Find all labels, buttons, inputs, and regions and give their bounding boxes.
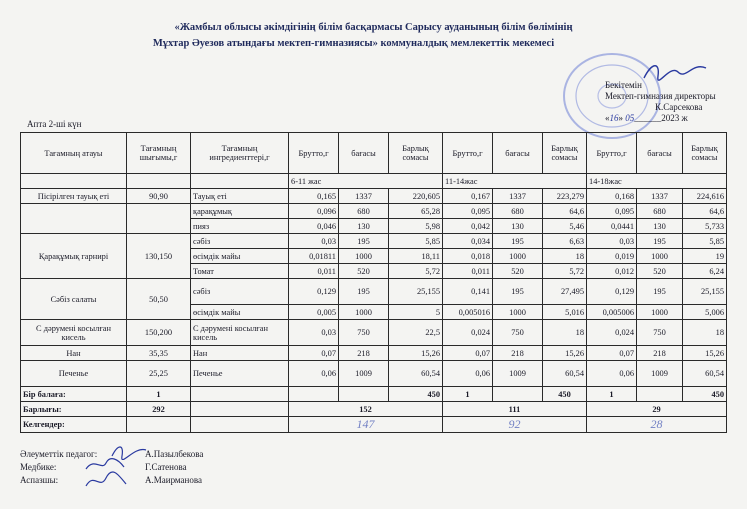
sum-value: 5,72	[543, 264, 587, 279]
per-child-c: 450	[543, 387, 587, 402]
sum-value: 25,155	[389, 279, 443, 305]
price-value: 680	[493, 204, 543, 219]
gross-value: 0,01811	[289, 249, 339, 264]
price-value: 1337	[339, 189, 389, 204]
gross-value: 0,0441	[587, 219, 637, 234]
arrived-group-2: 92	[443, 417, 587, 433]
dish-name: Нан	[21, 346, 127, 361]
price-value: 1000	[637, 249, 683, 264]
gross-value: 0,096	[289, 204, 339, 219]
price-value: 1000	[493, 249, 543, 264]
sum-value: 5,006	[683, 305, 727, 320]
sum-value: 64,6	[543, 204, 587, 219]
sum-value: 5,98	[389, 219, 443, 234]
price-value: 195	[339, 279, 389, 305]
total-group-1: 152	[289, 402, 443, 417]
price-value: 1000	[637, 305, 683, 320]
sum-value: 60,54	[389, 361, 443, 387]
table-row	[21, 346, 727, 361]
dish-yield: 35,35	[127, 346, 191, 361]
gross-value: 0,005006	[587, 305, 637, 320]
arrived-label: Келгендер:	[21, 417, 127, 433]
price-value: 1000	[339, 305, 389, 320]
sum-value: 18	[683, 320, 727, 346]
price-value: 195	[339, 234, 389, 249]
price-value: 1337	[637, 189, 683, 204]
gross-value: 0,024	[443, 320, 493, 346]
sum-value: 5,46	[543, 219, 587, 234]
col-header-ingredient: Тағамның ингредиенттері,г	[191, 133, 289, 174]
col-header-name: Тағамның атауы	[21, 133, 127, 174]
table-row	[21, 361, 727, 387]
ingredient: С дәрумені косылған кисель	[191, 320, 289, 346]
col-header-gross: Брутто,г	[587, 133, 637, 174]
sum-value: 19	[683, 249, 727, 264]
price-value: 750	[493, 320, 543, 346]
total-count: 292	[127, 402, 191, 417]
price-value: 130	[493, 219, 543, 234]
gross-value: 0,168	[587, 189, 637, 204]
gross-value: 0,03	[289, 234, 339, 249]
ingredient: сәбіз	[191, 279, 289, 305]
sum-value: 15,26	[543, 346, 587, 361]
empty-cell	[127, 204, 191, 234]
sum-value: 5,85	[683, 234, 727, 249]
sum-value: 65,28	[389, 204, 443, 219]
price-value: 195	[637, 234, 683, 249]
price-value: 130	[637, 219, 683, 234]
dish-yield: 25,25	[127, 361, 191, 387]
table-row	[21, 234, 727, 249]
sum-value: 60,54	[543, 361, 587, 387]
price-value: 1009	[637, 361, 683, 387]
menu-table	[20, 132, 727, 433]
age-group-3: 14-18жас	[587, 174, 727, 189]
approval-title: Бекітемін	[605, 80, 642, 90]
sum-value: 15,26	[683, 346, 727, 361]
col-header-price: бағасы	[637, 133, 683, 174]
per-child-d: 1	[587, 387, 637, 402]
per-child-b: 1	[443, 387, 493, 402]
approval-date: «16» 05______2023 ж	[605, 113, 688, 123]
gross-value: 0,046	[289, 219, 339, 234]
gross-value: 0,141	[443, 279, 493, 305]
dish-name: Печенье	[21, 361, 127, 387]
total-group-2: 111	[443, 402, 587, 417]
gross-value: 0,165	[289, 189, 339, 204]
ingredient: Нан	[191, 346, 289, 361]
price-value: 195	[493, 234, 543, 249]
arrived-group-3: 28	[587, 417, 727, 433]
gross-value: 0,034	[443, 234, 493, 249]
dish-name: Қарақұмық гарнирі	[21, 234, 127, 279]
dish-name: Сәбіз салаты	[21, 279, 127, 320]
gross-value: 0,005	[289, 305, 339, 320]
gross-value: 0,011	[443, 264, 493, 279]
sum-value: 15,26	[389, 346, 443, 361]
ingredient: Тауық еті	[191, 189, 289, 204]
ingredient: өсімдік майы	[191, 305, 289, 320]
price-value: 1000	[339, 249, 389, 264]
per-child-label: Бір балаға:	[21, 387, 127, 402]
table-row	[21, 189, 727, 204]
dish-yield: 50,50	[127, 279, 191, 320]
approval-block	[605, 80, 716, 124]
header-line-1: «Жамбыл облысы әкімдігінің білім басқармасы Сарысу ауданының білім бөлімінің	[174, 22, 573, 33]
sum-value: 6,63	[543, 234, 587, 249]
price-value: 520	[493, 264, 543, 279]
sum-value: 64,6	[683, 204, 727, 219]
price-value: 195	[493, 279, 543, 305]
sum-value: 18,11	[389, 249, 443, 264]
sum-value: 223,279	[543, 189, 587, 204]
arrived-group-1: 147	[289, 417, 443, 433]
sum-value: 18	[543, 249, 587, 264]
price-value: 218	[493, 346, 543, 361]
price-value: 750	[339, 320, 389, 346]
sum-value: 25,155	[683, 279, 727, 305]
sum-value: 18	[543, 320, 587, 346]
price-value: 1000	[493, 305, 543, 320]
empty-cell	[21, 204, 127, 234]
day-label: Апта 2-ші күн	[27, 119, 82, 129]
col-header-total: Барлық сомасы	[389, 133, 443, 174]
price-value: 1337	[493, 189, 543, 204]
price-value: 195	[637, 279, 683, 305]
ingredient: Печенье	[191, 361, 289, 387]
price-value: 520	[637, 264, 683, 279]
footer-cook: Аспазшы: А.Маирманова	[20, 475, 202, 485]
dish-yield: 150,200	[127, 320, 191, 346]
sum-value: 5,72	[389, 264, 443, 279]
ingredient: сәбіз	[191, 234, 289, 249]
gross-value: 0,095	[587, 204, 637, 219]
gross-value: 0,07	[587, 346, 637, 361]
dish-yield: 90,90	[127, 189, 191, 204]
gross-value: 0,129	[587, 279, 637, 305]
gross-value: 0,024	[587, 320, 637, 346]
dish-yield: 130,150	[127, 234, 191, 279]
gross-value: 0,03	[587, 234, 637, 249]
gross-value: 0,167	[443, 189, 493, 204]
gross-value: 0,018	[443, 249, 493, 264]
footer-social-pedagogue: Әлеуметтік педагог: А.Пазылбекова	[20, 449, 204, 459]
per-child-a: 450	[389, 387, 443, 402]
col-header-price: бағасы	[339, 133, 389, 174]
ingredient: өсімдік майы	[191, 249, 289, 264]
gross-value: 0,005016	[443, 305, 493, 320]
table-row	[21, 279, 727, 305]
cook-signature-icon	[84, 470, 128, 492]
col-header-gross: Брутто,г	[289, 133, 339, 174]
price-value: 1009	[493, 361, 543, 387]
gross-value: 0,06	[587, 361, 637, 387]
price-value: 218	[637, 346, 683, 361]
price-value: 218	[339, 346, 389, 361]
col-header-price: бағасы	[493, 133, 543, 174]
sum-value: 224,616	[683, 189, 727, 204]
gross-value: 0,07	[443, 346, 493, 361]
per-child-e: 450	[683, 387, 727, 402]
col-header-total: Барлық сомасы	[543, 133, 587, 174]
dish-name: С дәрумені косылған кисель	[21, 320, 127, 346]
gross-value: 0,042	[443, 219, 493, 234]
header-line-2: Мұхтар Әуезов атындағы мектеп-гимназиясы» коммуналдық мемлекеттік мекемесі	[152, 38, 555, 49]
sum-value: 5	[389, 305, 443, 320]
price-value: 750	[637, 320, 683, 346]
col-header-yield: Тағамның шығымы,г	[127, 133, 191, 174]
gross-value: 0,03	[289, 320, 339, 346]
sum-value: 60,54	[683, 361, 727, 387]
gross-value: 0,019	[587, 249, 637, 264]
price-value: 520	[339, 264, 389, 279]
col-header-total: Барлық сомасы	[683, 133, 727, 174]
sum-value: 220,605	[389, 189, 443, 204]
gross-value: 0,06	[443, 361, 493, 387]
sum-value: 27,495	[543, 279, 587, 305]
sum-value: 5,733	[683, 219, 727, 234]
price-value: 1009	[339, 361, 389, 387]
age-group-2: 11-14жас	[443, 174, 587, 189]
sum-value: 5,016	[543, 305, 587, 320]
gross-value: 0,095	[443, 204, 493, 219]
table-row	[21, 204, 727, 219]
approval-role: Мектеп-гимназия директоры	[605, 91, 716, 101]
gross-value: 0,012	[587, 264, 637, 279]
ingredient: қарақұмық	[191, 204, 289, 219]
price-value: 680	[637, 204, 683, 219]
per-child-count: 1	[127, 387, 191, 402]
dish-name: Пісірілген тауық еті	[21, 189, 127, 204]
gross-value: 0,011	[289, 264, 339, 279]
sum-value: 5,85	[389, 234, 443, 249]
total-group-3: 29	[587, 402, 727, 417]
gross-value: 0,07	[289, 346, 339, 361]
price-value: 680	[339, 204, 389, 219]
total-label: Барлығы:	[21, 402, 127, 417]
sum-value: 6,24	[683, 264, 727, 279]
ingredient: пияз	[191, 219, 289, 234]
ingredient: Томат	[191, 264, 289, 279]
gross-value: 0,06	[289, 361, 339, 387]
footer-nurse: Медбике: Г.Сатенова	[20, 462, 187, 472]
sum-value: 22,5	[389, 320, 443, 346]
approval-name: К.Сарсекова	[655, 102, 703, 112]
age-group-1: 6-11 жас	[289, 174, 443, 189]
price-value: 130	[339, 219, 389, 234]
gross-value: 0,129	[289, 279, 339, 305]
table-row	[21, 320, 727, 346]
col-header-gross: Брутто,г	[443, 133, 493, 174]
